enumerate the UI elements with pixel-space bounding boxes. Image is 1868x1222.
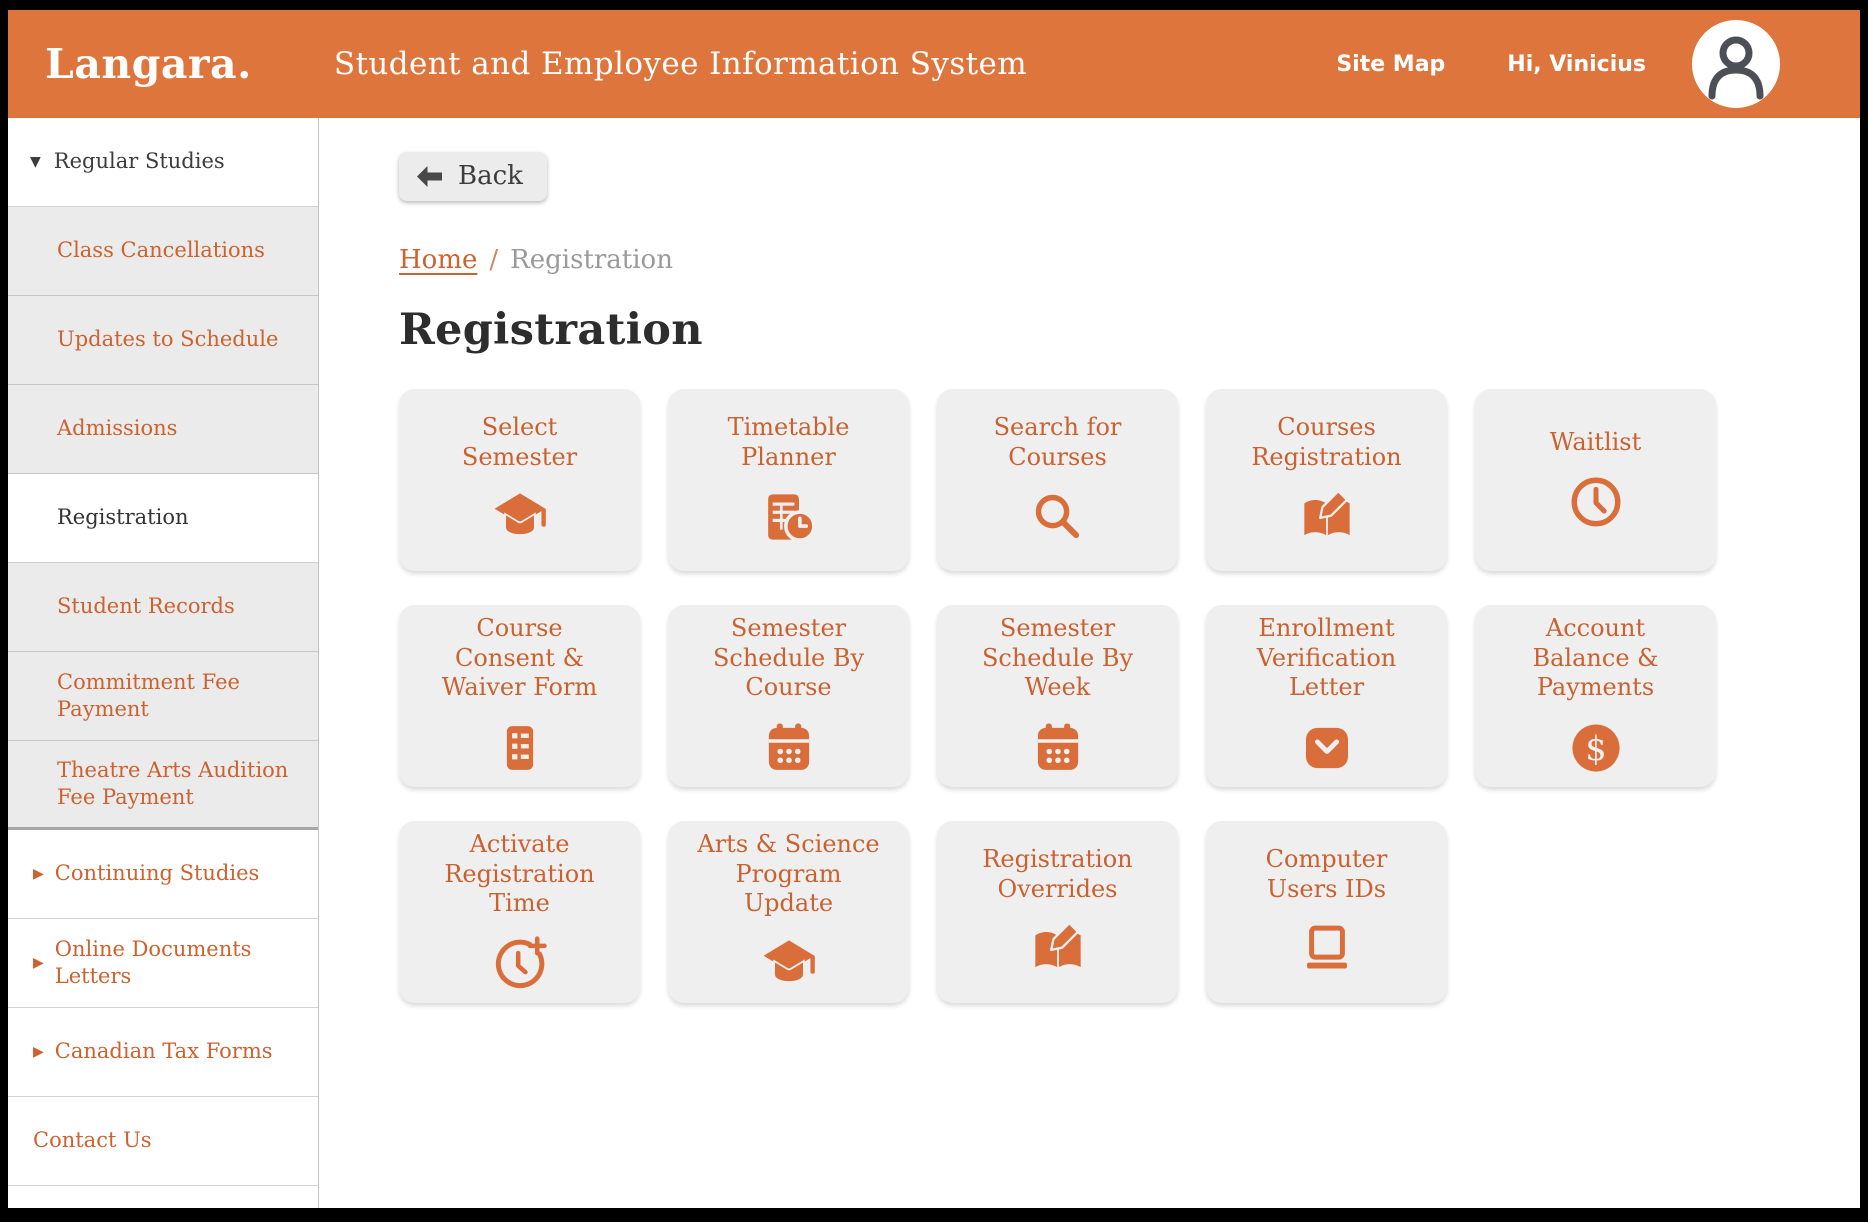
triangle-right-icon: ▶ [33, 954, 44, 971]
tile-select-semester[interactable] [399, 389, 640, 571]
sidebar-item-label: Registration [57, 505, 189, 530]
back-button[interactable] [399, 152, 547, 201]
tile-activate-registration-time[interactable] [399, 821, 640, 1003]
sidebar-item-label: Continuing Studies [54, 861, 260, 886]
timetable-icon [760, 487, 818, 547]
tile-label: Courses Registration [1251, 412, 1402, 471]
user-greeting: Hi, Vinicius [1507, 51, 1646, 77]
sidebar-item-student-records[interactable] [8, 563, 318, 652]
site-map-link[interactable]: Site Map [1336, 51, 1446, 77]
langara-logo[interactable]: Langara. [45, 40, 252, 88]
dollar-icon [1567, 718, 1625, 778]
app-header [8, 10, 1860, 118]
tile-semester-schedule-by-course[interactable] [668, 605, 909, 787]
sidebar-item-label: Online Documents Letters [54, 936, 252, 988]
tile-timetable-planner[interactable] [668, 389, 909, 571]
tile-account-balance-payments[interactable] [1475, 605, 1716, 787]
tile-label: Semester Schedule By Course [712, 614, 865, 702]
form-list-icon [492, 718, 548, 778]
breadcrumb-separator: / [489, 245, 499, 275]
breadcrumb [399, 245, 1820, 275]
tile-label: Search for Courses [993, 412, 1122, 471]
tile-label: Course Consent & Waiver Form [441, 614, 598, 702]
tile-label: Waitlist [1549, 427, 1642, 456]
clock-icon [1567, 472, 1625, 532]
tile-course-consent-waiver-form[interactable] [399, 605, 640, 787]
tile-label: Account Balance & Payments [1532, 614, 1659, 702]
triangle-right-icon: ▶ [33, 865, 44, 882]
book-pencil-icon [1028, 919, 1088, 979]
sidebar-item-regular-studies[interactable] [8, 118, 318, 207]
graduation-cap-icon [760, 934, 818, 994]
tile-semester-schedule-by-week[interactable] [937, 605, 1178, 787]
sidebar-item-label: Regular Studies [53, 149, 225, 174]
tile-registration-overrides[interactable] [937, 821, 1178, 1003]
sidebar-item-contact-us[interactable] [8, 1097, 318, 1186]
tile-label: Semester Schedule By Week [981, 614, 1134, 702]
app-window [8, 10, 1860, 1208]
back-button-label: Back [458, 161, 523, 191]
header-nav [1336, 20, 1860, 108]
book-pencil-icon [1297, 487, 1357, 547]
envelope-icon [1299, 718, 1355, 778]
tile-waitlist[interactable] [1475, 389, 1716, 571]
sidebar-item-label: Updates to Schedule [57, 327, 279, 352]
sidebar-item-label: Admissions [57, 416, 178, 441]
tile-label: Enrollment Verification Letter [1256, 614, 1397, 702]
sidebar-item-updates-to-schedule[interactable] [8, 296, 318, 385]
sidebar-item-canadian-tax-forms[interactable] [8, 1008, 318, 1097]
sidebar-item-label: Contact Us [33, 1128, 152, 1153]
user-avatar-icon[interactable] [1692, 20, 1780, 108]
svg-text:$: $ [1584, 728, 1607, 768]
tile-grid [399, 389, 1820, 1003]
tile-computer-users-ids[interactable] [1206, 821, 1447, 1003]
tile-label: Computer Users IDs [1265, 844, 1388, 903]
main-content [319, 118, 1860, 1208]
page-title: Registration [399, 305, 703, 355]
sidebar-item-registration[interactable] [8, 474, 318, 563]
search-icon [1029, 487, 1087, 547]
sidebar [8, 118, 319, 1208]
tile-enrollment-verification-letter[interactable] [1206, 605, 1447, 787]
breadcrumb-home-link[interactable]: Home [399, 245, 478, 275]
triangle-right-icon: ▶ [33, 1043, 44, 1060]
sidebar-item-label: Canadian Tax Forms [54, 1039, 273, 1064]
laptop-icon [1298, 919, 1356, 979]
breadcrumb-current: Registration [510, 245, 673, 275]
graduation-cap-icon [491, 487, 549, 547]
tile-label: Activate Registration Time [444, 830, 595, 918]
sidebar-item-admissions[interactable] [8, 385, 318, 474]
tile-search-for-courses[interactable] [937, 389, 1178, 571]
calendar-icon [761, 718, 817, 778]
back-arrow-icon [416, 165, 443, 188]
tile-label: Select Semester [461, 412, 578, 471]
tile-courses-registration[interactable] [1206, 389, 1447, 571]
tile-label: Timetable Planner [727, 412, 850, 471]
sidebar-item-label: Commitment Fee Payment [57, 669, 240, 721]
tile-label: Arts & Science Program Update [697, 830, 880, 918]
sidebar-item-label: Theatre Arts Audition Fee Payment [57, 757, 289, 809]
tile-label: Registration Overrides [982, 844, 1133, 903]
sidebar-item-theatre-arts-audition-fee-payment[interactable] [8, 741, 318, 830]
sidebar-item-commitment-fee-payment[interactable] [8, 652, 318, 741]
sidebar-item-continuing-studies[interactable] [8, 830, 318, 919]
sidebar-item-label: Class Cancellations [57, 238, 265, 263]
app-title: Student and Employee Information System [333, 46, 1028, 82]
sidebar-item-online-documents-letters[interactable] [8, 919, 318, 1008]
tile-arts-science-program-update[interactable] [668, 821, 909, 1003]
triangle-down-icon: ▼ [30, 153, 41, 170]
body-row [8, 118, 1860, 1208]
sidebar-item-label: Student Records [57, 594, 235, 619]
calendar-icon [1030, 718, 1086, 778]
clock-plus-icon [491, 934, 549, 994]
sidebar-item-class-cancellations[interactable] [8, 207, 318, 296]
